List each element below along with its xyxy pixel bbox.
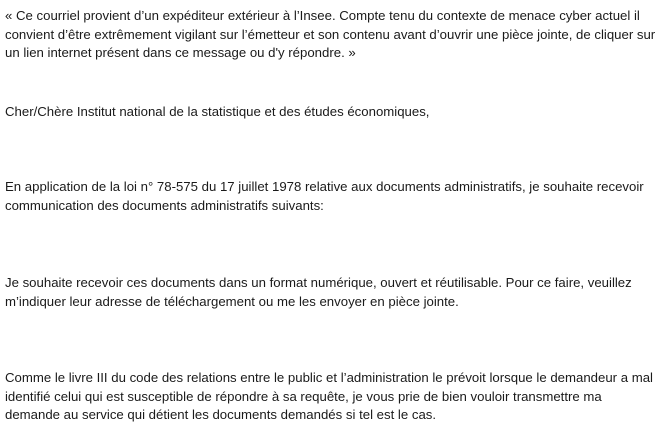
salutation: Cher/Chère Institut national de la statistique et des études économiques, <box>5 104 430 119</box>
transfer-request-paragraph: Comme le livre III du code des relations entre le public et l’administration le prévoit lorsque le demandeur a mal identifié celui qui est susceptible de répondre à sa requête, je vous prie de bien vouloir transmettre ma demande au service qui détient les documents demandés si tel est le cas. <box>5 370 653 423</box>
external-sender-warning: « Ce courriel provient d’un expéditeur extérieur à l’Insee. Compte tenu du contexte de menace cyber actuel il convient d’être extrêmement vigilant sur l’émetteur et son contenu avant d’ouvrir une pièce jointe, de cliquer sur un lien internet présent dans ce message ou d'y répondre. » <box>5 8 656 61</box>
format-request-paragraph: Je souhaite recevoir ces documents dans un format numérique, ouvert et réutilisable. Pour ce faire, veuillez m’indiquer leur adresse de téléchargement ou me les envoyer en pièce jointe. <box>5 275 632 309</box>
request-intro-paragraph: En application de la loi n° 78-575 du 17 juillet 1978 relative aux documents administratifs, je souhaite recevoir communication des documents administratifs suivants: <box>5 179 644 213</box>
